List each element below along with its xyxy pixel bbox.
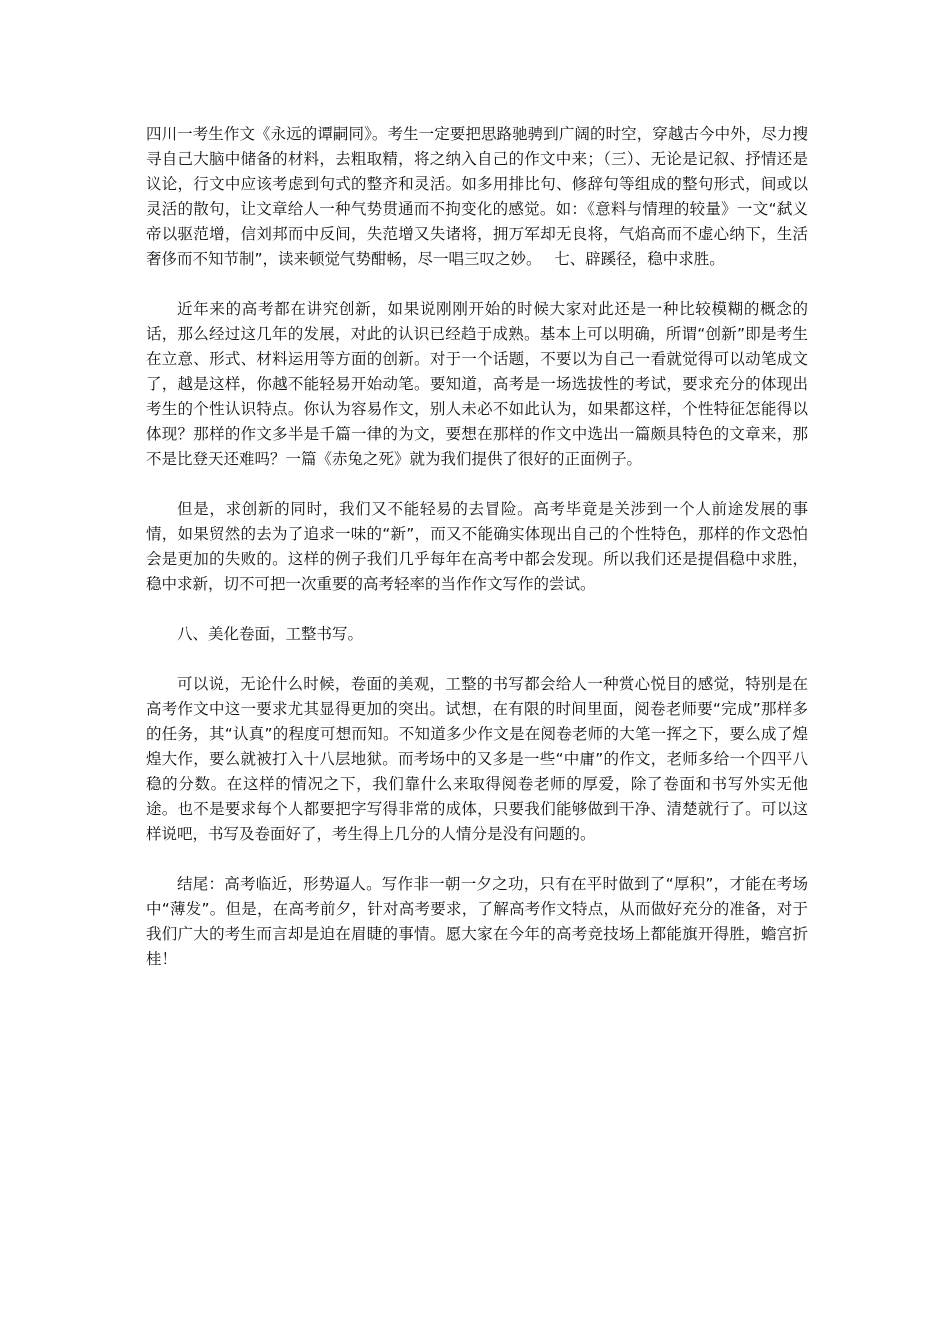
section-heading-handwriting: 八、美化卷面，工整书写。 [177,625,364,643]
paragraph-continuation: 四川一考生作文《永远的谭嗣同》。考生一定要把思路驰骋到广阔的时空，穿越古今中外，尽力搜寻自己大脑中储备的材料，去粗取精，将之纳入自己的作文中来；（三）、无论是记叙、抒情还是议论，行文中应该考虑到句式的整齐和灵活。如多用排比句、修辞句等组成的整句形式，间或以灵活的散句，让文章给人一种气势贯通而不拘变化的感觉。如：《意料与情理的较量》一文“弑义帝以驱范增，信刘邦而中反间，失范增又失诸将，拥万军却无良将，气焰高而不虚心纳下，生活奢侈而不知节制”，读来顿觉气势酣畅，尽一唱三叹之妙。 七、辟蹊径，稳中求胜。 [146,125,808,268]
paragraph-conclusion: 结尾：高考临近，形势逼人。写作非一朝一夕之功，只有在平时做到了“厚积”，才能在考场中“薄发”。但是，在高考前夕，针对高考要求，了解高考作文特点，从而做好充分的准备，对于我们广大的考生而言却是迫在眉睫的事情。愿大家在今年的高考竞技场上都能旗开得胜，蟾宫折桂！ [146,875,808,968]
paragraph-caution: 但是，求创新的同时，我们又不能轻易的去冒险。高考毕竟是关涉到一个人前途发展的事情，如果贸然的去为了追求一味的“新”，而又不能确实体现出自己的个性特色，那样的作文恐怕会是更加的失败的。这样的例子我们几乎每年在高考中都会发现。所以我们还是提倡稳中求胜，稳中求新，切不可把一次重要的高考轻率的当作作文写作的尝试。 [146,500,808,593]
paragraph-innovation: 近年来的高考都在讲究创新，如果说刚刚开始的时候大家对此还是一种比较模糊的概念的话，那么经过这几年的发展，对此的认识已经趋于成熟。基本上可以明确，所谓“创新”即是考生在立意、形式、材料运用等方面的创新。对于一个话题，不要以为自己一看就觉得可以动笔成文了，越是这样，你越不能轻易开始动笔。要知道，高考是一场选拔性的考试，要求充分的体现出考生的个性认识特点。你认为容易作文，别人未必不如此认为，如果都这样，个性特征怎能得以体现？那样的作文多半是千篇一律的为文，要想在那样的作文中选出一篇颇具特色的文章来，那不是比登天还难吗？一篇《赤兔之死》就为我们提供了很好的正面例子。 [146,300,808,468]
document-body [146,122,808,997]
paragraph-handwriting: 可以说，无论什么时候，卷面的美观，工整的书写都会给人一种赏心悦目的感觉，特别是在高考作文中这一要求尤其显得更加的突出。试想，在有限的时间里面，阅卷老师要“完成”那样多的任务，其“认真”的程度可想而知。不知道多少作文是在阅卷老师的大笔一挥之下，要么成了煌煌大作，要么就被打入十八层地狱。而考场中的又多是一些“中庸”的作文，老师多给一个四平八稳的分数。在这样的情况之下，我们靠什么来取得阅卷老师的厚爱，除了卷面和书写外实无他途。也不是要求每个人都要把字写得非常的成体，只要我们能够做到干净、清楚就行了。可以这样说吧，书写及卷面好了，考生得上几分的人情分是没有问题的。 [146,675,808,843]
